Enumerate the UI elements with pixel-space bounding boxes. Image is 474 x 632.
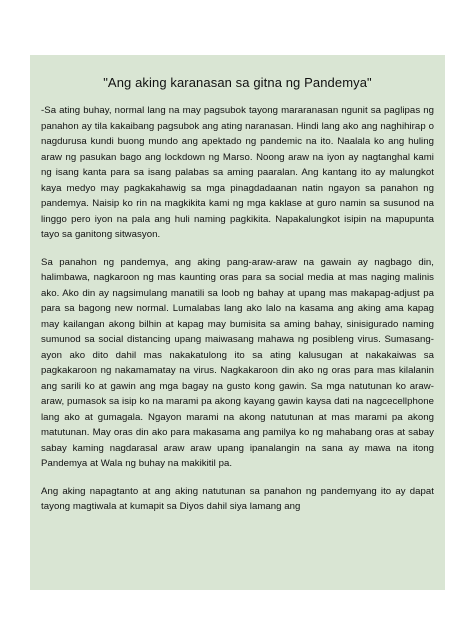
paragraph-1: -Sa ating buhay, normal lang na may pagsubok tayong mararanasan ngunit sa paglipas ng panahon ay tila kakaibang pagsubok ang ating naranasan. Hindi lang ako ang naghihirap o nagdurusa kundi buong mundo ang apektado ng pandemic na ito. Naalala ko ang huling araw ng pasukan bago ang lockdown ng Marso. Noong araw na iyon ay nagtanghal kami ng isang kanta para sa isang palabas sa aming paaralan. Ang kantang ito ay malungkot kaya medyo may pagkakahawig sa mga pinagdadaanan natin ngayon sa panahon ng pandemya. Naisip ko rin na magkikita kami ng mga kaklase at guro namin sa susunod na linggo pero iyon na pala ang huli naming pagkikita. Napakalungkot isipin na mapupunta tayo sa ganitong sitwasyon. [41,105,434,240]
paragraph-3: Ang aking napagtanto at ang aking natutunan sa panahon ng pandemyang ito ay dapat tayong magtiwala at kumapit sa Diyos dahil siya lamang ang [41,485,434,512]
paragraph-2: Sa panahon ng pandemya, ang aking pang-araw-araw na gawain ay nagbago din, halimbawa, nagkaroon ng mas kaunting oras para sa social media at mas naging malinis ako. Ako din ay nagsimulang manatili sa loob ng bahay at upang mas makapag-adjust pa para sa bagong new normal. Lumalabas lang ako lalo na kasama ang aking ama kapag may kailangan akong bilhin at kapag may bumisita sa aming bahay, sinisigurado naming sumunod sa social distancing upang maiwasang mahawa ng posibleng virus. Sumasang-ayon ako dito dahil mas nakakatulong ito sa ating kalusugan at nakakaiwas sa pagkakaroon ng nakamamatay na virus. Nagkakaroon din ako ng oras para mas kilalanin ang sarili ko at gawin ang mga bagay na gusto kong gawin. Sa mga natutunan ko araw-araw, pumasok sa isip ko na marami pa akong kayang gawin kaysa dati na nagcecellphone lang ako at gumagala. Ngayon marami na akong natutunan at mas marami pa akong matutunan. May oras din ako para makasama ang pamilya ko ng mahabang oras at sabay sabay kaming nagdarasal araw araw upang ipanalangin na sana ay mawa na itong Pandemya at Wala ng buhay na makikitil pa. [41,256,434,469]
document-page [30,55,445,590]
document-title: "Ang aking karanasan sa gitna ng Pandemya" [103,75,372,90]
